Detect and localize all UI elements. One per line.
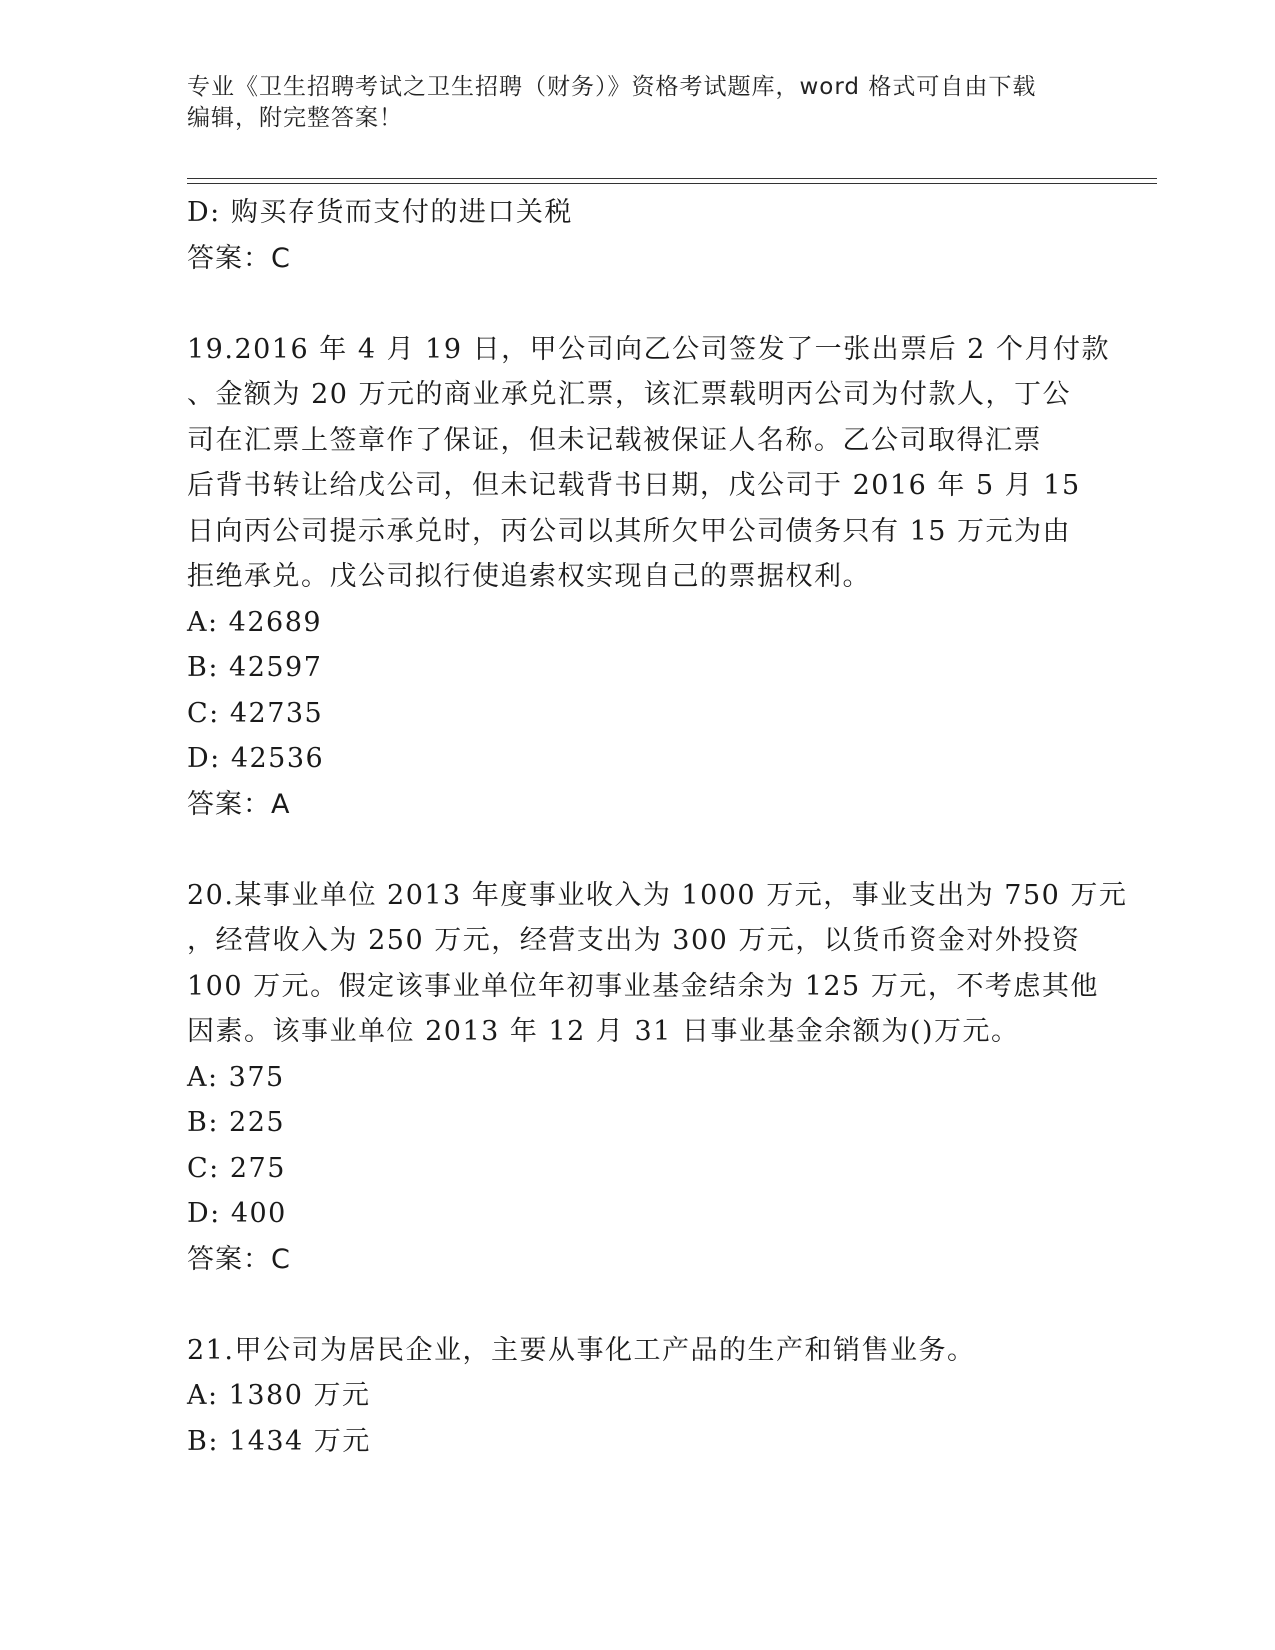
option-c: C: 275	[187, 1152, 286, 1184]
option-b: B: 1434 万元	[187, 1425, 371, 1457]
question-text-line: 后背书转让给戊公司，但未记载背书日期，戊公司于 2016 年 5 月 15	[187, 470, 1081, 501]
question-text-line: ，经营收入为 250 万元，经营支出为 300 万元，以货币资金对外投资	[187, 925, 1081, 956]
option-b: B: 42597	[187, 652, 323, 683]
option-d: D: 购买存货而支付的进口关税	[187, 197, 573, 228]
document-header	[187, 72, 1087, 134]
question-19	[187, 327, 1110, 828]
option-c: C: 42735	[187, 697, 324, 729]
question-20	[187, 873, 1128, 1283]
option-d: D: 42536	[187, 743, 325, 774]
answer: 答案：C	[187, 1243, 291, 1275]
document-body	[187, 190, 1128, 1464]
option-d: D: 400	[187, 1198, 287, 1229]
option-a: A: 375	[187, 1061, 285, 1093]
answer: 答案：A	[187, 788, 291, 820]
option-b: B: 225	[187, 1107, 286, 1138]
question-text-line: 拒绝承兑。戊公司拟行使追索权实现自己的票据权利。	[187, 561, 871, 592]
question-text-line: 因素。该事业单位 2013 年 12 月 31 日事业基金余额为()万元。	[187, 1016, 1020, 1047]
header-divider-top	[187, 178, 1157, 179]
header-divider-bottom	[187, 183, 1157, 184]
option-a: A: 1380 万元	[187, 1380, 371, 1411]
question-text-line: 、金额为 20 万元的商业承兑汇票，该汇票载明丙公司为付款人，丁公	[187, 379, 1072, 410]
answer: 答案：C	[187, 242, 291, 274]
question-text-line: 20.某事业单位 2013 年度事业收入为 1000 万元，事业支出为 750 万元	[187, 879, 1128, 911]
question-text-line: 100 万元。假定该事业单位年初事业基金结余为 125 万元，不考虑其他	[187, 970, 1099, 1002]
question-text-line: 司在汇票上签章作了保证，但未记载被保证人名称。乙公司取得汇票	[187, 424, 1042, 456]
header-line-1: 专业《卫生招聘考试之卫生招聘（财务）》资格考试题库，word 格式可自由下载	[187, 74, 1037, 100]
question-21	[187, 1328, 1087, 1465]
option-a: A: 42689	[187, 606, 323, 638]
question-text-line: 19.2016 年 4 月 19 日，甲公司向乙公司签发了一张出票后 2 个月付款	[187, 333, 1110, 365]
question-text-line: 日向丙公司提示承兑时，丙公司以其所欠甲公司债务只有 15 万元为由	[187, 515, 1072, 547]
header-line-2: 编辑，附完整答案！	[187, 105, 403, 131]
question-text-line: 21.甲公司为居民企业，主要从事化工产品的生产和销售业务。	[187, 1334, 976, 1366]
